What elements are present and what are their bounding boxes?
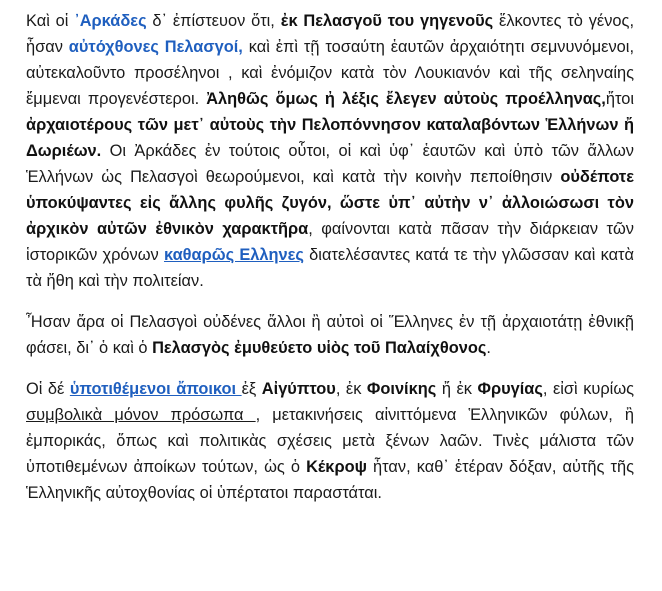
text-run: .: [486, 339, 491, 357]
paragraph-arcadians: [26, 8, 634, 294]
text-run: Οι Ἀρκάδες ἐν τούτοις οὗτοι, οἱ καὶ ὑφ᾽ ἑαυτῶν καὶ ὑπὸ τῶν ἄλλων Ἑλλήνων ὡς Πελασγοὶ θεωρούμενοι, καὶ κατὰ τὴν κοινὴν πεποίθησιν: [26, 142, 634, 186]
text-run: ἤ ἐκ: [436, 380, 478, 398]
underlined-phrase: συμβολικὰ μόνον πρόσωπα: [26, 406, 256, 424]
bold-phrase: Πελασγὸς ἐμυθεύετο υἱὸς τοῦ Παλαίχθονος: [152, 339, 487, 357]
highlight-arkades: ᾽Αρκάδες: [74, 12, 147, 30]
bold-phoenicia: Φοινίκης: [366, 380, 437, 398]
text-run: Ἦσαν ἄρα οἱ Πελασγοὶ οὐδένες ἄλλοι ἢ αὐτοὶ οἱ Ἕλληνες ἐν τῇ ἀρχαιοτάτῃ ἐθνικῇ φάσει, δι᾽ ὁ καὶ ὁ: [26, 313, 634, 357]
bold-egypt: Αἰγύπτου: [261, 380, 336, 398]
text-run: , φαίνονται κατὰ πᾶσαν τὴν διάρκειαν τῶν ἱστορικῶν χρόνων: [26, 220, 634, 264]
text-run: καὶ ἐπὶ τῇ τοσαύτη ἑαυτῶν ἀρχαιότητι σεμνυνόμενοι, αὐτεκαλοῦντο προσέληνοι , καὶ ἐνόμιζον κατὰ τὸν Λουκιανόν καὶ τῆς σεληναίης ἔμμεναι προγενέστεροι.: [26, 38, 634, 108]
link-apoikoi[interactable]: ὑποτιθέμενοι ἄποικοι: [69, 380, 242, 398]
paragraph-pelasgians: [26, 309, 634, 361]
bold-phrygia: Φρυγίας: [477, 380, 543, 398]
bold-phrase: ἀρχαιοτέρους τῶν μετ᾽ αὐτοὺς τὴν Πελοπόννησον καταλαβόντων Ἑλλήνων ἤ Δωριέων.: [26, 116, 634, 160]
bold-phrase: ἐκ Πελασγοῦ του γηγενοῦς: [280, 12, 494, 30]
bold-phrase: οὐδέποτε ὑποκύψαντες εἰς ἄλλης φυλῆς ζυγόν, ὥστε ὑπ᾽ αὐτὴν ν᾽ ἀλλοιώσωσι τὸν ἀρχικὸν αὐτῶν ἐθνικὸν χαρακτῆρα: [26, 168, 634, 238]
bold-phrase: Ἀληθῶς ὅμως ἠ λέξις ἔλεγεν αὐτοὺς προέλληνας,: [206, 90, 606, 108]
text-run: ἐξ: [241, 380, 262, 398]
text-run: , μετακινήσεις αἰνιττόμενα Ἑλληνικῶν φύλων, ἢ ἐμπορικάς, ὅπως καὶ πολιτικὰς σχέσεις μετὰ ξένων λαῶν. Τινὲς μάλιστα τῶν ὑποτιθεμένων ἀποίκων τούτων, ὡς ὁ: [26, 406, 634, 476]
text-run: ἦταν, καθ᾽ ἑτέραν δόξαν, αὐτῆς τῆς Ἑλληνικῆς αὐτοχθονίας οἱ ὑπέρτατοι παραστάται.: [26, 458, 634, 502]
paragraph-colonists: [26, 376, 634, 506]
link-katharos-ellines[interactable]: καθαρῶς Ελληνες: [163, 246, 304, 264]
text-run: δ᾽ ἐπίστευον ὅτι,: [146, 12, 281, 30]
text-run: ἤτοι: [605, 90, 634, 108]
text-run: Καὶ οἱ: [26, 12, 75, 30]
highlight-autochthones: αὐτόχθονες Πελασγοί,: [68, 38, 243, 56]
bold-kekrops: Κέκροψ: [306, 458, 367, 476]
text-run: ἕλκοντες τὸ γένος, ἦσαν: [26, 12, 634, 56]
text-run: , ἐκ: [335, 380, 367, 398]
text-run: διατελέσαντες κατά τε τὴν γλῶσσαν καὶ κατὰ τὰ ἤθη καὶ τὴν πολιτείαν.: [26, 246, 634, 290]
text-run: , εἰσὶ κυρίως: [542, 380, 635, 398]
text-run: Οἱ δέ: [26, 380, 70, 398]
